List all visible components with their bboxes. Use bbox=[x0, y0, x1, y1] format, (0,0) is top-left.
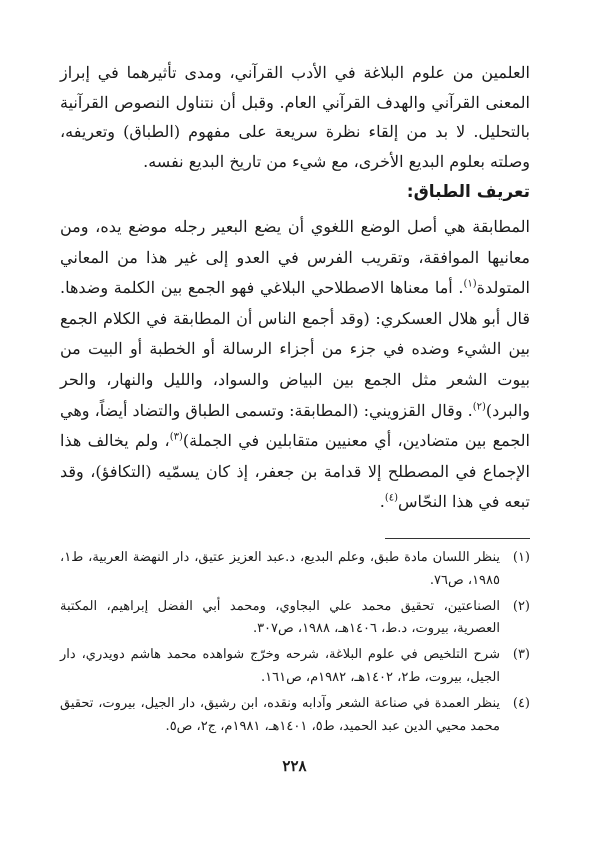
intro-paragraph bbox=[60, 58, 530, 176]
definition-paragraph bbox=[60, 212, 530, 518]
footnotes-section bbox=[60, 547, 530, 741]
footnote-number: (٣) bbox=[512, 647, 530, 663]
footnote-item bbox=[60, 644, 530, 690]
footnote-number: (٤) bbox=[512, 695, 530, 711]
footnote-item bbox=[60, 693, 530, 739]
footnote-text: الصناعتين، تحقيق محمد علي البجاوي، ومحمد أبي الفضل إبراهيم، المكتبة العصرية، بيروت، د.ط، ١٤٠٦هـ، ١٩٨٨، ص٣٠٧. bbox=[60, 598, 500, 637]
footnote-number: (٢) bbox=[512, 598, 530, 614]
page-number: ٢٢٨ bbox=[282, 757, 307, 775]
footnote-divider bbox=[385, 538, 530, 539]
footnote-text: ينظر العمدة في صناعة الشعر وآدابه ونقده، ابن رشيق، دار الجيل، بيروت، تحقيق محمد محيي الدين عبد الحميد، ط٥، ١٤٠١هـ، ١٩٨١م، ج٢، ص٥. bbox=[60, 695, 500, 734]
footnote-number: (١) bbox=[512, 550, 530, 565]
footnote-text: شرح التلخيص في علوم البلاغة، شرحه وخرّج شواهده محمد هاشم دويدري، دار الجيل، بيروت، ط٢، ١٤٠٢هـ، ١٩٨٢م، ص١٦١. bbox=[60, 647, 500, 685]
text-segment: المطابقة هي أصل الوضع اللغوي أن يضع البعير رجله موضع يده، ومن معانيها الموافقة، وتقريب الفرس في العدو إلى غير هذا من المعاني المتولدة bbox=[60, 217, 530, 298]
section-heading: تعريف الطباق: bbox=[406, 182, 530, 202]
text-segment: . bbox=[379, 492, 385, 512]
footnote-ref-2[interactable]: (٢) bbox=[472, 401, 486, 413]
text-segment: . أما معناها الاصطلاحي البلاغي فهو الجمع بين الكلمة وضدها. قال أبو هلال العسكري: (وقد أجمع الناس أن المطابقة في الكلام الجمع بين الشيء وضده في جزء من أجزاء الرسالة أو الخطبة أو البيت من بيوت الشعر مثل الجمع بين البياض والسواد، والليل والنهار، والحر والبرد) bbox=[60, 278, 531, 420]
footnote-item bbox=[60, 596, 530, 642]
footnote-ref-3[interactable]: (٣) bbox=[169, 431, 183, 443]
footnote-ref-1[interactable]: (١) bbox=[463, 278, 477, 290]
footnote-item bbox=[60, 547, 530, 593]
definition-text bbox=[60, 212, 530, 518]
text-segment: . وقال القزويني: (المطابقة: وتسمى الطباق والتضاد أيضاً، وهي الجمع بين متضادين، أي معنيين متقابلين في الجملة) bbox=[60, 400, 531, 451]
text-segment: ، ولم يخالف هذا الإجماع في المصطلح إلا قدامة بن جعفر، إذ كان يسمّيه (التكافؤ)، وقد تبعه في هذا النحّاس bbox=[60, 431, 530, 512]
intro-text: العلمين من علوم البلاغة في الأدب القرآني، ومدى تأثيرهما في إبراز المعنى القرآني والهدف القرآني العام. وقبل أن نتناول النصوص القرآنية بالتحليل. لا بد من إلقاء نظرة سريعة على مفهوم (الطباق) وتعريفه، وصلته بعلوم البديع الأخرى، مع شيء من تاريخ البديع نفسه. bbox=[60, 63, 530, 171]
footnote-ref-4[interactable]: (٤) bbox=[384, 493, 399, 505]
footnote-text: ينظر اللسان مادة طبق، وعلم البديع، د.عبد العزيز عتيق، دار النهضة العربية، ط١، ١٩٨٥، ص٧٦. bbox=[60, 550, 500, 588]
